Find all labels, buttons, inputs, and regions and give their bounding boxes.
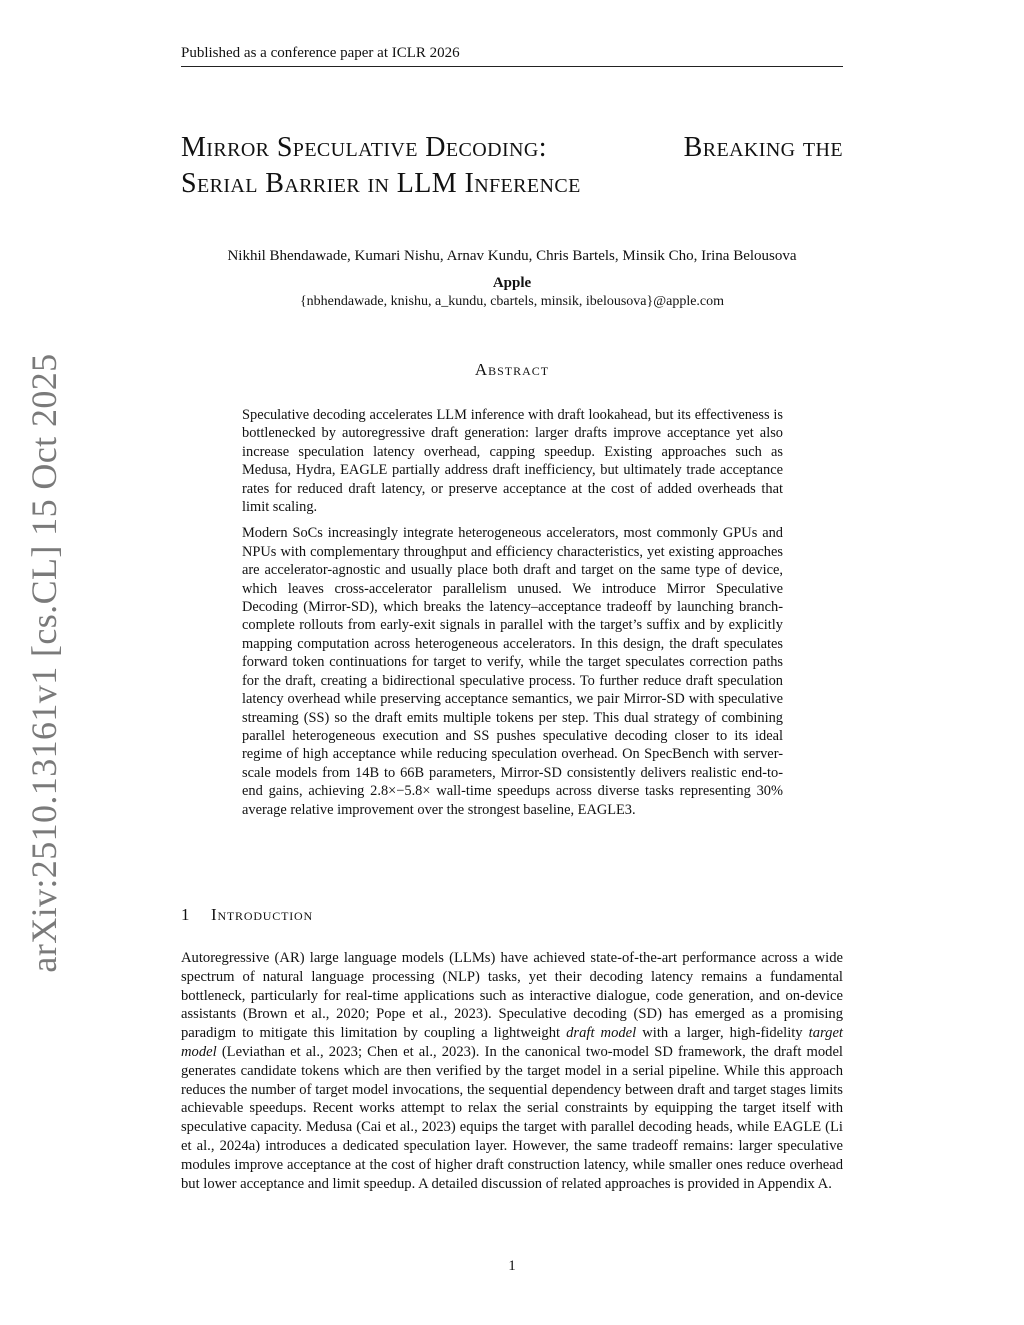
paper-title [181,130,843,202]
abstract-paragraph: Speculative decoding accelerates LLM inference with draft lookahead, but its effectiveness is bottlenecked by autoregressive draft generation: larger drafts improve acceptance yet also increase speculation latency overhead, capping speedup. Existing approaches such as Medusa, Hydra, EAGLE partially address draft inefficiency, but ultimately trade acceptance rates for reduced draft latency, or preserve acceptance at the cost of added overheads that limit scaling. [242,407,783,516]
intro-italic-target-model: target model [181,1025,843,1060]
intro-text-2: with a larger, high-fidelity [642,1025,803,1042]
running-header [181,44,843,67]
affiliation: Apple [492,275,532,291]
intro-text-1: Autoregressive (AR) large language models (LLMs) have achieved state-of-the-art performance across a wide spectrum of natural language processing (NLP) tasks, yet their decoding latency remains a fundamental bottleneck, particularly for real-time applications such as interactive dialogue, code generation, and on-device assistants (Brown et al., 2020; Pope et al., 2023). Speculative decoding (SD) has emerged as a promising paradigm to mitigate this limitation by coupling a lightweight [181,950,843,1042]
section-number: 1 [181,905,190,924]
abstract-body [242,406,783,827]
running-head-text: Published as a conference paper at ICLR 2026 [181,45,460,61]
page-number: 1 [508,1258,516,1274]
title-line2: Serial Barrier in LLM Inference [181,168,581,199]
abstract-heading: Abstract [474,360,550,379]
arxiv-identifier: arXiv:2510.13161v1 [cs.CL] 15 Oct 2025 [24,353,64,973]
intro-text-3: (Leviathan et al., 2023; Chen et al., 2023). In the canonical two-model SD framework, the draft model generates candidate tokens which are then verified by the target model in a serial pipeline. While this approach reduces the number of target model invocations, the sequential dependency between draft and target stages limits achievable speedups. Recent works attempt to relax the serial constraints by equipping the target itself with speculative capacity. Medusa (Cai et al., 2023) equips the target with parallel decoding heads, while EAGLE (Li et al., 2024a) introduces a dedicated speculation layer. However, the same tradeoff remains: larger speculative modules improve acceptance at the cost of higher draft construction latency, while smaller ones reduce overhead but lower acceptance and limit speedup. A detailed discussion of related approaches is provided in Appendix A. [181,1043,843,1192]
title-line1-part1: Mirror Speculative Decoding: [181,132,547,163]
section-title: Introduction [211,905,313,924]
author-emails: {nbhendawade, knishu, a_kundu, cbartels, minsik, ibelousova}@apple.com [299,294,725,309]
intro-italic-draft-model: draft model [566,1025,637,1042]
abstract-paragraph: Modern SoCs increasingly integrate heterogeneous accelerators, most commonly GPUs and NPUs with complementary throughput and efficiency characteristics, yet existing approaches are accelerator-agnostic and usually place both draft and target on the same type of device, which leaves cross-accelerator parallelism unused. We introduce Mirror Speculative Decoding (Mirror-SD), which breaks the latency–acceptance tradeoff by launching branch-complete rollouts from early-exit signals in parallel with the target’s suffix and by explicitly mapping computation across heterogeneous accelerators. In this design, the draft speculates forward token continuations for target to verify, while the target speculates correction paths for the draft, creating a bidirectional speculative process. To further reduce draft speculation latency overhead while preserving acceptance semantics, we pair Mirror-SD with speculative streaming (SS) so the draft emits multiple tokens per step. This dual strategy of combining parallel heterogeneous execution and SS pushes speculative decoding closer to its ideal regime of high acceptance while reducing speculation overhead. On SpecBench with server-scale models from 14B to 66B parameters, Mirror-SD consistently delivers realistic end-to-end gains, achieving 2.8×−5.8× wall-time speedups across diverse tasks representing 30% average relative improvement over the strongest baseline, EAGLE3. [242,525,783,818]
section-heading [181,904,843,926]
introduction-paragraph [181,949,843,1193]
author-list: Nikhil Bhendawade, Kumari Nishu, Arnav Kundu, Chris Bartels, Minsik Cho, Irina Belousova [227,248,797,264]
title-line1-part2: Breaking the [683,132,843,163]
